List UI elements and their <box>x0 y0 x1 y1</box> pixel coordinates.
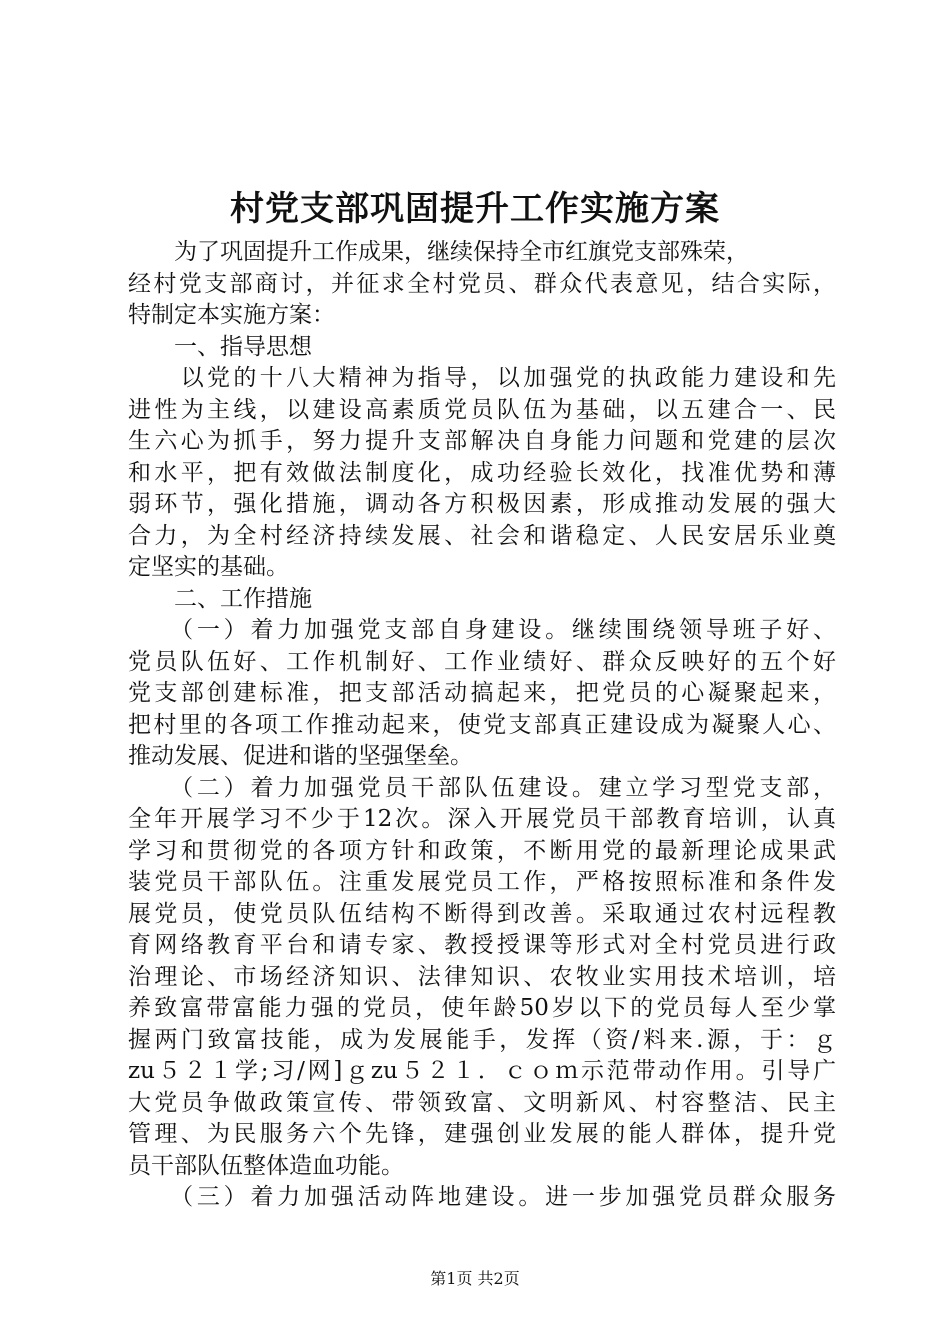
text-line: 管理、为民服务六个先锋，建强创业发展的能人群体，提升党 <box>128 1121 836 1147</box>
text-line: 党员队伍好、工作机制好、工作业绩好、群众反映好的五个好 <box>128 648 836 675</box>
text-line: 握两门致富技能，成为发展能手，发挥（资/料来.源，于：ｇ <box>128 1026 836 1053</box>
text-line: 二、工作措施 <box>128 585 312 612</box>
text-line: 装党员干部队伍。注重发展党员工作，严格按照标准和条件发 <box>128 869 836 895</box>
text-line: 大党员争做政策宣传、带领致富、文明新风、村容整洁、民主 <box>128 1089 836 1116</box>
text-line: 以党的十八大精神为指导，以加强党的执政能力建设和先 <box>128 365 836 391</box>
text-line: 治理论、市场经济知识、法律知识、农牧业实用技术培训，培 <box>128 963 836 990</box>
text-line: 学习和贯彻党的各项方针和政策，不断用党的最新理论成果武 <box>128 837 836 864</box>
text-line: 经村党支部商讨，并征求全村党员、群众代表意见，结合实际， <box>128 270 836 297</box>
text-line: 推动发展、促进和谐的坚强堡垒。 <box>128 743 473 769</box>
page-number-footer: 第1页 共2页 <box>430 1269 520 1288</box>
text-line: 把村里的各项工作推动起来，使党支部真正建设成为凝聚人心、 <box>128 711 836 738</box>
text-line: 全年开展学习不少于12次。深入开展党员干部教育培训，认真 <box>128 806 836 832</box>
text-line: （三）着力加强活动阵地建设。进一步加强党员群众服务 <box>128 1184 836 1210</box>
document-title: 村党支部巩固提升工作实施方案 <box>230 189 720 229</box>
text-line: 一、指导思想 <box>128 333 312 360</box>
text-line: （二）着力加强党员干部队伍建设。建立学习型党支部， <box>128 774 836 801</box>
text-line: 进性为主线，以建设高素质党员队伍为基础，以五建合一、民 <box>128 396 836 423</box>
text-line: 弱环节，强化措施，调动各方积极因素，形成推动发展的强大 <box>128 491 836 517</box>
text-line: 党支部创建标准，把支部活动搞起来，把党员的心凝聚起来， <box>128 680 836 706</box>
text-line: 展党员，使党员队伍结构不断得到改善。采取通过农村远程教 <box>128 900 836 927</box>
text-line: 和水平，把有效做法制度化，成功经验长效化，找准优势和薄 <box>128 459 836 486</box>
text-line: zu５２１学;习/网]ｇzu５２１．ｃｏｍ示范带动作用。引导广 <box>128 1058 836 1084</box>
document-body <box>128 237 836 1214</box>
text-line: 定坚实的基础。 <box>128 554 289 580</box>
text-line: 合力，为全村经济持续发展、社会和谐稳定、人民安居乐业奠 <box>128 522 836 549</box>
text-line: （一）着力加强党支部自身建设。继续围绕领导班子好、 <box>128 617 836 643</box>
text-line: 员干部队伍整体造血功能。 <box>128 1152 404 1179</box>
text-line: 养致富带富能力强的党员，使年龄50岁以下的党员每人至少掌 <box>128 995 836 1021</box>
text-line: 育网络教育平台和请专家、教授授课等形式对全村党员进行政 <box>128 932 836 958</box>
text-line: 特制定本实施方案： <box>128 302 335 328</box>
text-line: 生六心为抓手，努力提升支部解决自身能力问题和党建的层次 <box>128 428 836 454</box>
text-line: 为了巩固提升工作成果，继续保持全市红旗党支部殊荣， <box>128 239 749 265</box>
